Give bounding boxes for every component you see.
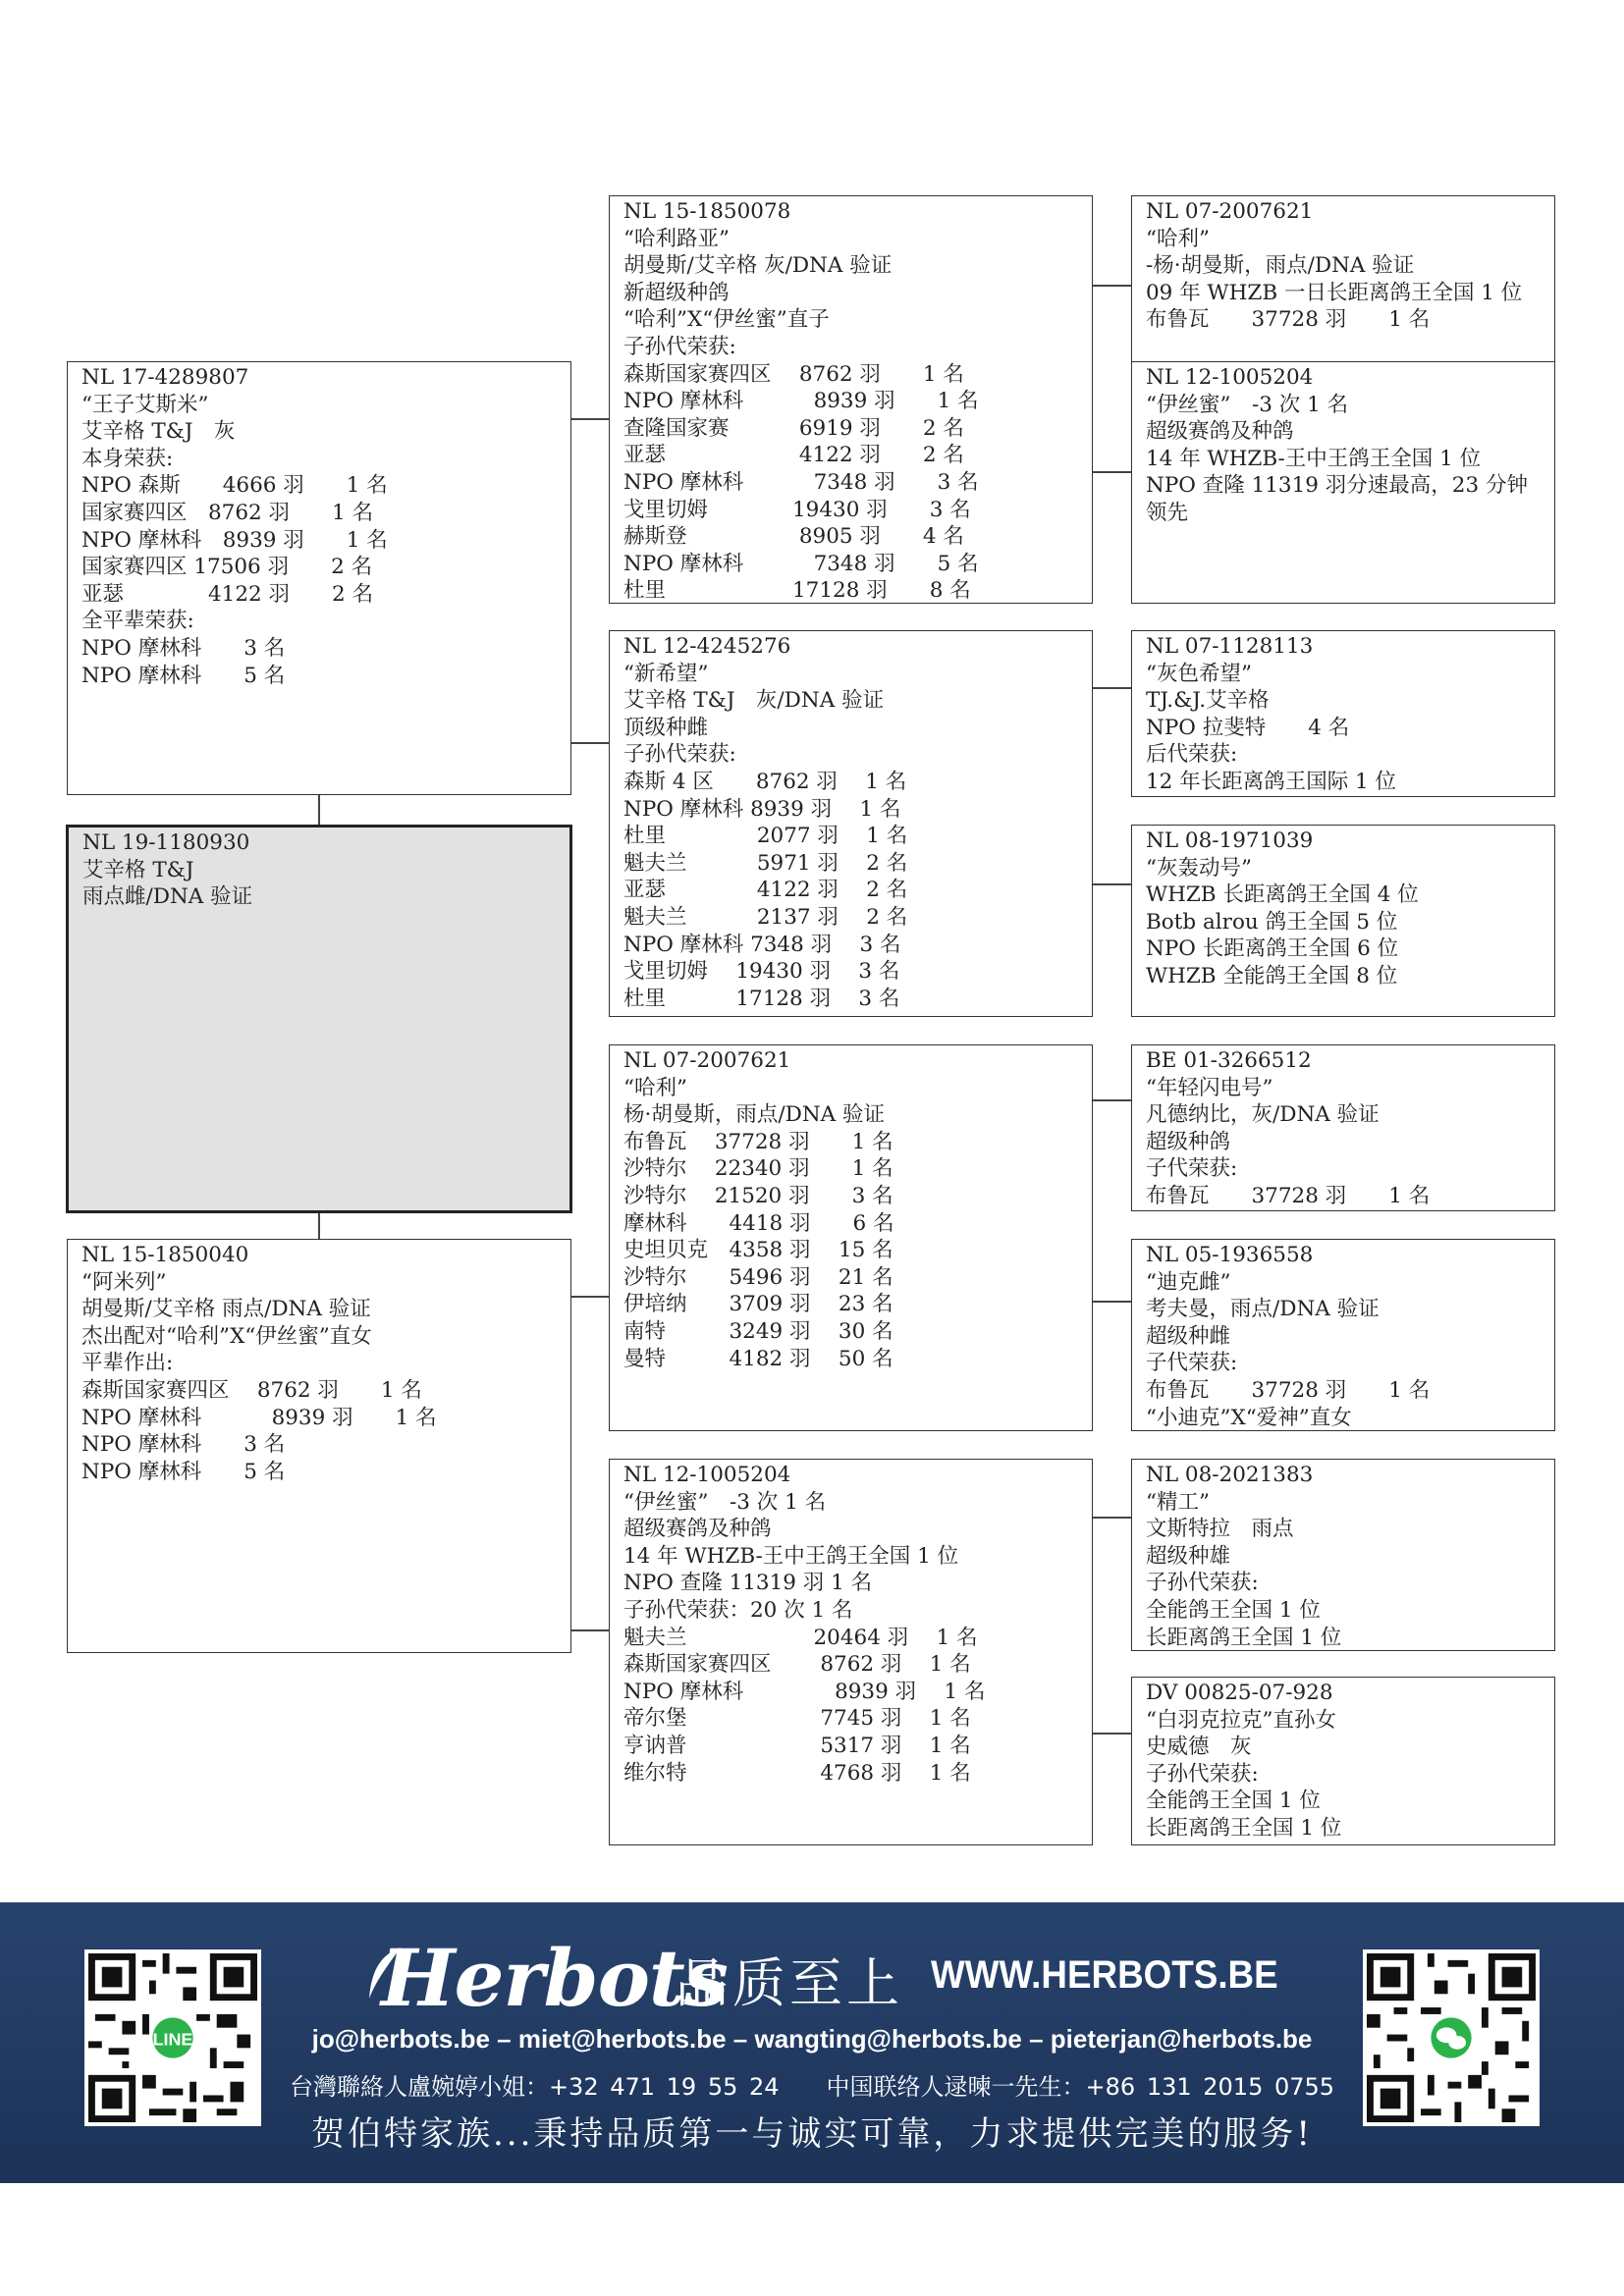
- pedigree-line: 杨·胡曼斯，雨点/DNA 验证: [623, 1102, 885, 1128]
- pedigree-line: 考夫曼，雨点/DNA 验证: [1146, 1297, 1380, 1322]
- ring-number: NL 12-4245276: [623, 634, 791, 659]
- connector-line: [1093, 687, 1131, 689]
- pedigree-line: 长距离鸽王全国 1 位: [1146, 1625, 1342, 1650]
- connector-line: [318, 1213, 320, 1239]
- pedigree-line: 杜里 2077 羽 1 名: [623, 824, 908, 849]
- pedigree-line: 森斯国家赛四区 8762 羽 1 名: [623, 361, 964, 387]
- pedigree-line: “伊丝蜜” -3 次 1 名: [623, 1489, 827, 1515]
- pedigree-line: 沙特尔 22340 羽 1 名: [623, 1156, 893, 1182]
- contact-phones: 台灣聯絡人盧婉婷小姐：+32 471 19 55 24 中国联络人逯暕一先生：+86 131 2015 0755: [289, 2073, 1335, 2101]
- footer-banner: [0, 1902, 1624, 2183]
- dam-sire-card: [609, 1044, 1093, 1431]
- pedigree-line: “阿米列”: [81, 1269, 167, 1295]
- pedigree-line: NPO 摩林科 7348 羽 5 名: [623, 551, 979, 576]
- pedigree-line: 超级赛鸽及种鸽: [1146, 419, 1294, 445]
- ddd-card: [1131, 1677, 1555, 1845]
- pedigree-line: 14 年 WHZB-王中王鸽王全国 1 位: [623, 1543, 959, 1569]
- pedigree-line: 超级赛鸽及种鸽: [623, 1517, 772, 1542]
- pedigree-line: NPO 摩林科 8939 羽 1 名: [623, 389, 979, 414]
- pedigree-line: 凡德纳比，灰/DNA 验证: [1146, 1102, 1380, 1128]
- connector-line: [571, 742, 609, 744]
- svg-text:LINE: LINE: [152, 2029, 193, 2050]
- ring-number: NL 19-1180930: [82, 830, 250, 855]
- pedigree-line: 子代荣获:: [1146, 1351, 1238, 1376]
- pedigree-line: 后代荣获:: [1146, 742, 1238, 768]
- email-list[interactable]: jo@herbots.be – miet@herbots.be – wangting@herbots.be – pieterjan@herbots.be: [311, 2024, 1313, 2054]
- ring-number: NL 05-1936558: [1146, 1243, 1314, 1267]
- pedigree-line: “哈利”: [1146, 226, 1210, 251]
- pedigree-line: “哈利路亚”: [623, 226, 730, 251]
- pedigree-line: 子孙代荣获:: [1146, 1761, 1259, 1787]
- pedigree-line: NPO 摩林科 7348 羽 3 名: [623, 932, 901, 957]
- pedigree-line: 超级种鸽: [1146, 1129, 1231, 1154]
- dss-card: [1131, 1044, 1555, 1211]
- pedigree-line: NPO 摩林科 8939 羽 1 名: [81, 1405, 437, 1430]
- subject-card: [66, 825, 572, 1213]
- ring-number: NL 12-1005204: [623, 1463, 791, 1487]
- connector-line: [1093, 1301, 1131, 1303]
- pedigree-line: 新超级种鸽: [623, 280, 730, 305]
- pedigree-line: 杜里 17128 羽 3 名: [623, 986, 900, 1011]
- pedigree-line: TJ.&J.艾辛格: [1146, 688, 1270, 714]
- pedigree-line: 全能鸽王全国 1 位: [1146, 1597, 1321, 1623]
- pedigree-line: 亚瑟 4122 羽 2 名: [623, 443, 964, 468]
- pedigree-line: 国家赛四区 17506 羽 2 名: [81, 555, 373, 580]
- connector-line: [571, 1629, 609, 1631]
- pedigree-line: “哈利”X“伊丝蜜”直子: [623, 307, 830, 333]
- pedigree-line: 09 年 WHZB 一日长距离鸽王全国 1 位: [1146, 280, 1523, 305]
- pedigree-line: NPO 摩林科 3 名: [81, 1432, 286, 1458]
- pedigree-line: 胡曼斯/艾辛格 雨点/DNA 验证: [81, 1297, 371, 1322]
- pedigree-line: 魁夫兰 5971 羽 2 名: [623, 850, 908, 876]
- ring-number: NL 08-2021383: [1146, 1463, 1314, 1487]
- pedigree-line: NPO 摩林科 7348 羽 3 名: [623, 469, 979, 495]
- pedigree-line: “小迪克”X“爱神”直女: [1146, 1405, 1352, 1430]
- pedigree-line: “年轻闪电号”: [1146, 1075, 1273, 1100]
- pedigree-line: 亚瑟 4122 羽 2 名: [81, 581, 374, 607]
- pedigree-line: 查隆国家赛 6919 羽 2 名: [623, 415, 964, 441]
- pedigree-line: 顶级种雌: [623, 715, 709, 740]
- connector-line: [571, 418, 609, 420]
- pedigree-line: 平辈作出:: [81, 1351, 174, 1376]
- pedigree-line: 魁夫兰 2137 羽 2 名: [623, 904, 908, 930]
- motto: 贺伯特家族...秉持品质第一与诚实可靠，力求提供完美的服务!: [310, 2114, 1314, 2154]
- connector-line: [1093, 1733, 1131, 1735]
- pedigree-line: 超级种雄: [1146, 1543, 1231, 1569]
- pedigree-line: “白羽克拉克”直孙女: [1146, 1707, 1336, 1733]
- pedigree-line: NPO 摩林科 5 名: [81, 663, 286, 688]
- sdd-card: [1131, 825, 1555, 1017]
- pedigree-line: 胡曼斯/艾辛格 灰/DNA 验证: [623, 253, 893, 279]
- ring-number: NL 07-1128113: [1146, 634, 1314, 659]
- pedigree-line: 超级种雌: [1146, 1323, 1231, 1349]
- pedigree-line: 维尔特 4768 羽 1 名: [623, 1760, 971, 1786]
- dsd-card: [1131, 1239, 1555, 1431]
- pedigree-line: 布鲁瓦 37728 羽 1 名: [1146, 1377, 1431, 1403]
- pedigree-line: WHZB 全能鸽王全国 8 位: [1146, 963, 1398, 988]
- pedigree-line: NPO 长距离鸽王全国 6 位: [1146, 936, 1399, 962]
- sire-dam-card: [609, 630, 1093, 1017]
- pedigree-line: NPO 摩林科 8939 羽 1 名: [81, 527, 388, 553]
- pedigree-line: 艾辛格 T&J: [82, 857, 194, 882]
- pedigree-line: 戈里切姆 19430 羽 3 名: [623, 959, 900, 985]
- pedigree-line: 森斯国家赛四区 8762 羽 1 名: [623, 1652, 971, 1678]
- pedigree-line: NPO 摩林科 5 名: [81, 1459, 286, 1484]
- sire-card: [67, 361, 571, 795]
- pedigree-line: NPO 摩林科 8939 羽 1 名: [623, 796, 901, 822]
- website-link[interactable]: WWW.HERBOTS.BE: [931, 1953, 1278, 1997]
- pedigree-line: 国家赛四区 8762 羽 1 名: [81, 500, 374, 525]
- pedigree-line: 子孙代荣获:: [1146, 1571, 1259, 1596]
- pedigree-line: “精工”: [1146, 1489, 1210, 1515]
- pedigree-line: 布鲁瓦 37728 羽 1 名: [1146, 307, 1431, 333]
- pedigree-line: “伊丝蜜” -3 次 1 名: [1146, 392, 1349, 417]
- pedigree-line: “新希望”: [623, 661, 709, 686]
- ring-number: NL 15-1850040: [81, 1243, 249, 1267]
- pedigree-line: 杜里 17128 羽 8 名: [623, 578, 971, 604]
- connector-line: [1093, 883, 1131, 885]
- pedigree-line: 伊培纳 3709 羽 23 名: [623, 1292, 893, 1317]
- pedigree-line: 布鲁瓦 37728 羽 1 名: [623, 1129, 893, 1154]
- pedigree-line: 亚瑟 4122 羽 2 名: [623, 878, 908, 903]
- pedigree-line: NPO 摩林科 8939 羽 1 名: [623, 1679, 986, 1704]
- pedigree-line: Botb alrou 鸽王全国 5 位: [1146, 909, 1398, 934]
- pedigree-line: 全平辈荣获:: [81, 609, 194, 634]
- pedigree-line: 艾辛格 T&J 灰/DNA 验证: [623, 688, 885, 714]
- pedigree-line: 子孙代荣获:: [623, 742, 736, 768]
- pedigree-line: 艾辛格 T&J 灰: [81, 419, 236, 445]
- dam-dam-card: [609, 1459, 1093, 1845]
- connector-line: [1093, 285, 1131, 287]
- pedigree-line: “迪克雌”: [1146, 1269, 1231, 1295]
- ring-number: NL 12-1005204: [1146, 365, 1314, 390]
- pedigree-line: NPO 森斯 4666 羽 1 名: [81, 473, 388, 499]
- ssd-card: [1131, 361, 1555, 604]
- pedigree-line: 子代荣获:: [1146, 1156, 1238, 1182]
- brand-logo: Herbots: [381, 1932, 728, 2024]
- pedigree-line: 本身荣获:: [81, 446, 174, 471]
- pedigree-line: NPO 拉斐特 4 名: [1146, 715, 1350, 740]
- ring-number: NL 08-1971039: [1146, 828, 1314, 853]
- slogan: 品质至上: [676, 1952, 903, 2014]
- pedigree-line: 沙特尔 5496 羽 21 名: [623, 1264, 893, 1290]
- pedigree-line: “王子艾斯米”: [81, 392, 209, 417]
- connector-line: [571, 1296, 609, 1298]
- connector-line: [1093, 1099, 1131, 1101]
- pedigree-line: 子孙代荣获：20 次 1 名: [623, 1597, 853, 1623]
- pedigree-line: 布鲁瓦 37728 羽 1 名: [1146, 1183, 1431, 1208]
- pedigree-line: NPO 摩林科 3 名: [81, 635, 286, 661]
- pedigree-line: 子孙代荣获:: [623, 334, 736, 359]
- pedigree-line: 雨点雌/DNA 验证: [82, 884, 253, 910]
- pedigree-line: 南特 3249 羽 30 名: [623, 1318, 893, 1344]
- pedigree-line: NPO 查隆 11319 羽 1 名: [623, 1571, 873, 1596]
- pedigree-line: 森斯 4 区 8762 羽 1 名: [623, 769, 907, 794]
- sss-card: [1131, 195, 1555, 376]
- pedigree-line: 摩林科 4418 羽 6 名: [623, 1210, 894, 1236]
- ring-number: NL 07-2007621: [623, 1048, 791, 1073]
- pedigree-line: 史威德 灰: [1146, 1735, 1252, 1760]
- pedigree-line: 亨讷普 5317 羽 1 名: [623, 1733, 971, 1758]
- pedigree-line: 森斯国家赛四区 8762 羽 1 名: [81, 1377, 422, 1403]
- pedigree-line: 戈里切姆 19430 羽 3 名: [623, 497, 971, 522]
- pedigree-line: 魁夫兰 20464 羽 1 名: [623, 1625, 978, 1650]
- dam-card: [67, 1239, 571, 1653]
- pedigree-line: 杰出配对“哈利”X“伊丝蜜”直女: [81, 1323, 372, 1349]
- ring-number: BE 01-3266512: [1146, 1048, 1312, 1073]
- connector-line: [1093, 1517, 1131, 1519]
- ring-number: NL 15-1850078: [623, 199, 791, 224]
- pedigree-line: 史坦贝克 4358 羽 15 名: [623, 1238, 893, 1263]
- pedigree-line: 全能鸽王全国 1 位: [1146, 1789, 1321, 1814]
- pedigree-line: 曼特 4182 羽 50 名: [623, 1346, 893, 1371]
- pedigree-line: WHZB 长距离鸽王全国 4 位: [1146, 882, 1419, 908]
- dds-card: [1131, 1459, 1555, 1651]
- pedigree-line: 帝尔堡 7745 羽 1 名: [623, 1706, 971, 1732]
- pedigree-line: 长距离鸽王全国 1 位: [1146, 1815, 1342, 1841]
- pedigree-line: 文斯特拉 雨点: [1146, 1517, 1294, 1542]
- sds-card: [1131, 630, 1555, 797]
- pedigree-line: NPO 查隆 11319 羽分速最高，23 分钟: [1146, 473, 1528, 499]
- pedigree-line: 赫斯登 8905 羽 4 名: [623, 524, 964, 550]
- pedigree-line: -杨·胡曼斯，雨点/DNA 验证: [1146, 253, 1415, 279]
- pedigree-line: “灰色希望”: [1146, 661, 1252, 686]
- pedigree-line: 12 年长距离鸽王国际 1 位: [1146, 769, 1397, 794]
- pedigree-line: “灰轰动号”: [1146, 855, 1252, 881]
- ring-number: NL 17-4289807: [81, 365, 249, 390]
- pedigree-line: 14 年 WHZB-王中王鸽王全国 1 位: [1146, 446, 1482, 471]
- ring-number: DV 00825-07-928: [1146, 1681, 1333, 1705]
- connector-line: [1093, 471, 1131, 473]
- sire-sire-card: [609, 195, 1093, 604]
- pedigree-line: “哈利”: [623, 1075, 687, 1100]
- pedigree-line: 领先: [1146, 500, 1189, 525]
- ring-number: NL 07-2007621: [1146, 199, 1314, 224]
- connector-line: [318, 795, 320, 825]
- pedigree-line: 沙特尔 21520 羽 3 名: [623, 1183, 893, 1208]
